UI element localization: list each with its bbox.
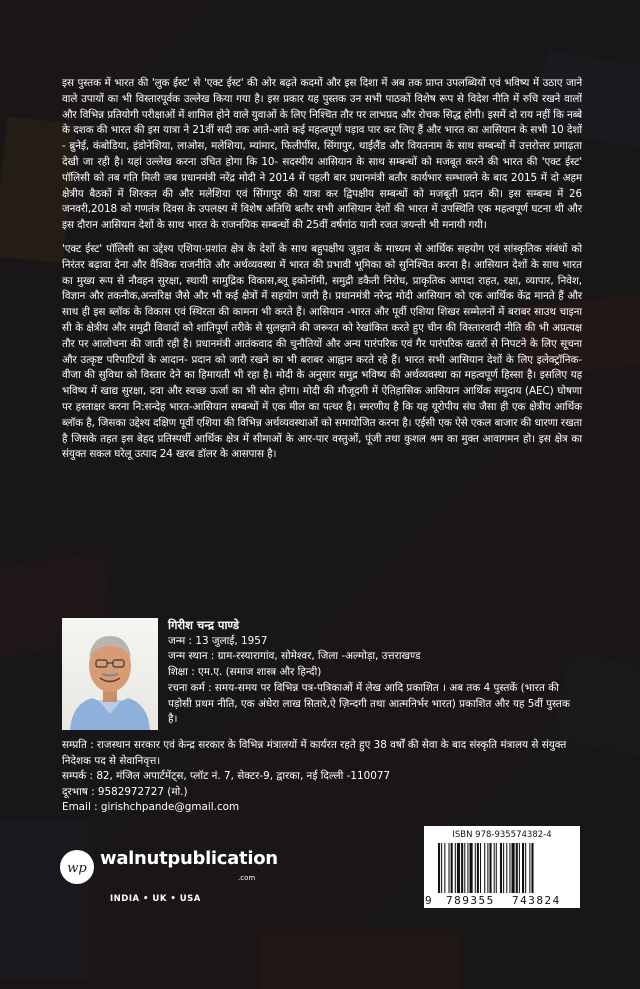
author-phone: दूरभाष : 9582972727 (मो.) (62, 785, 188, 798)
walnut-icon (60, 850, 94, 884)
author-birthplace: जन्म स्थान : ग्राम-रस्यारागांव, सोमेश्वर, जिला -अल्मोड़ा, उत्तराखण्ड (168, 650, 421, 663)
isbn-number: ISBN 978-935574382-4 (452, 830, 552, 840)
author-current: सम्प्रति : राजस्थान सरकार एवं केन्द्र सरकार के विभिन्न मंत्रालयों में कार्यरत रहते हुए 38 वर्षों की सेवा के बाद संस्कृति मंत्रालय से संयुक्त निदेशक पद से सेवानिवृत्त। (62, 739, 567, 767)
blurb-paragraph-2: 'एक्ट ईस्ट' पॉलिसी का उद्देश्य एशिया-प्रशांत क्षेत्र के देशों के साथ बहुपक्षीय जुड़ाव के माध्यम से आर्थिक सहयोग एवं सांस्कृतिक संबंधों को निरंतर बढ़ावा देना और वैश्विक राजनीति और अर्थव्यवस्था में भारत की प्रभावी भूमिका को सुनिश्चित करना है। आसियान देशों के साथ भारत का मुख्य रूप से नौवहन सुरक्षा, स्थायी सामुद्रिक विकास,ब्लू इकोनॉमी, समुद्री डकैती निरोध, प्राकृतिक आपदा राहत, रक्षा, व्यापार, निवेश, विज्ञान और तकनीक,अन्तरिक्ष जैसे और भी कई क्षेत्रों में सहयोग जारी है। प्रधानमंत्री नरेन्द्र मोदी आसियान को एक आर्थिक केंद्र मानते हैं और साथ ही इस ब्लॉक के विकास एवं स्थिरता की कामना भी करते हैं। आसियान -भारत और पूर्वी एशिया शिखर सम्मेलनों में बराबर साउथ चाइना सी के क्षेत्रीय और समुद्री विवादों को शांतिपूर्ण तरीके से सुलझाने की जरूरत को रेखांकित करते हुए चीन की विस्तारवादी नीति की भी अप्रत्यक्ष तौर पर आलोचना की जाती रही है। प्रधानमंत्री आतंकवाद की चुनौतियों और अन्य पारंपरिक एवं गैर पारंपरिक खतरों से निपटने के लिए सूचना और उत्कृष्ट परिपाटियों के आदान- प्रदान को जारी रखने का भी बराबर आह्वान करते रहे हैं। भारत सभी आसियान देशों के लिए इलेक्ट्रॉनिक-वीजा की सुविधा को विस्तार देने का हिमायती भी रहा है। मोदी के अनुसार समुद्र भविष्य की अर्थव्यवस्था का महत्वपूर्ण हिस्सा है। इसलिए यह भविष्य में खाद्य सुरक्षा, दवा और स्वच्छ ऊर्जा का भी स्रोत होगा। मोदी की मौजूदगी में ऐतिहासिक आसियान आर्थिक समुदाय (AEC) घोषणा पर हस्ताक्षर करना नि:सन्देह भारत-आसियान सम्बन्धों में एक मील का पत्थर है। स्मरणीय है कि यह यूरोपीय संघ जैसा ही एक क्षेत्रीय आर्थिक ब्लॉक है, जिसका उद्देश्य दक्षिण पूर्वी एशिया की विभिन्न अर्थव्यवस्थाओं को समायोजित करना है। एईसी एक ऐसे एकल बाजार की धारणा रखता है जिसके तहत इस बेहद प्रतिस्पर्धी आर्थिक क्षेत्र में सीमाओं के आर-पार वस्तुओं, पूंजी तथा कुशल श्रम का मुक्त आवागमन हो। इस क्षेत्र का संयुक्त सकल घरेलू उत्पाद 24 खरब डॉलर के आसपास है। (62, 242, 582, 461)
publisher-countries: INDIA • UK • USA (110, 894, 201, 904)
blurb-paragraph-1: इस पुस्तक में भारत की 'लुक ईस्ट' से 'एक्ट ईस्ट' की ओर बढ़ते कदमों और इस दिशा में अब तक प्राप्त उपलब्धियों एवं भविष्य में उठाए जाने वाले उपायों का भी विस्तारपूर्वक उल्लेख किया गया है। इस प्रकार यह पुस्तक उन सभी पाठकों विशेष रूप से विदेश नीति में रुचि रखने वालों और विभिन्न प्रतियोगी परीक्षाओं में शामिल होने वाले युवाओं के लिए निश्चित तौर पर लाभप्रद और रोचक सिद्ध होगी। इसमें दो राय नहीं कि नब्बे के दशक की भारत की इस यात्रा ने 21वीं सदी तक आते-आते कई महत्वपूर्ण पड़ाव पार कर लिए हैं और भारत का आसियान के सभी 10 देशों - ब्रुनेई, कंबोडिया, इंडोनेशिया, लाओस, मलेशिया, म्यांमार, फिलीपींस, सिंगापुर, थाईलैंड और वियतनाम के साथ सम्बन्धों में उत्तरोत्तर प्रगाढ़ता देखी जा रही है। यहां उल्लेख करना उचित होगा कि 10- सदस्यीय आसियान के साथ सम्बन्धों को मजबूत करने की भारत की 'एक्ट ईस्ट' पॉलिसी को तब गति मिली जब प्रधानमंत्री नरेंद्र मोदी ने 2014 में पहली बार प्रधानमंत्री बतौर कार्यभार सम्भालने के बाद 2015 में दो अहम क्षेत्रीय बैठकों में शिरकत की और मलेशिया एवं सिंगापुर की यात्रा कर द्विपक्षीय सम्बन्धों को मजबूती प्रदान की। इस सम्बन्ध में 26 जनवरी,2018 को गणतंत्र दिवस के उपलक्ष्य में विशेष अतिथि बतौर सभी आसियान देशों की भारत में उपस्थिति एक महत्वपूर्ण घटना थी और इस दौरान आसियान देशों के साथ भारत के राजनयिक सम्बन्धों की 25वीं वर्षगांठ यानी रजत जयन्ती भी मनायी गयी। (62, 77, 582, 232)
author-photo (62, 618, 158, 730)
author-contact: सम्पर्क : 82, मंजिल अपार्टमेंट्स, प्लॉट नं. 7, सेक्टर-9, द्वारका, नई दिल्ली -110077 (62, 770, 391, 782)
logo-initials: wp (67, 861, 87, 876)
author-info (168, 618, 582, 728)
barcode-group-2: 743824 (512, 894, 561, 907)
author-email: Email : girishchpande@gmail.com (62, 801, 240, 813)
publisher-domain: .com (238, 874, 256, 882)
publisher-name: walnutpublication (100, 848, 278, 869)
publisher-logo (60, 842, 278, 932)
back-cover-blurb (62, 76, 582, 471)
author-extra (62, 738, 582, 816)
author-block (62, 618, 582, 734)
author-birth: जन्म : 13 जुलाई, 1957 (168, 634, 268, 647)
author-name: गिरीश चन्द्र पाण्डे (168, 618, 240, 632)
barcode-lead-digit: 9 (425, 894, 432, 907)
author-works: रचना कर्म : समय-समय पर विभिन्न पत्र-पत्रिकाओं में लेख आदि प्रकाशित । अब तक 4 पुस्तकें (भारत की पड़ोसी प्रथम नीति, एक अंधेरा लाख सितारे,ऐ ज़िन्दगी तथा आत्मनिर्भर भारत) प्रकाशित और यह 5वीं पुस्तक है। (168, 681, 570, 726)
barcode-bars (432, 843, 572, 895)
isbn-barcode (424, 826, 580, 908)
barcode-group-1: 789355 (446, 894, 495, 907)
author-education: शिक्षा : एम.ए. (समाज शास्त्र और हिन्दी) (168, 666, 322, 679)
